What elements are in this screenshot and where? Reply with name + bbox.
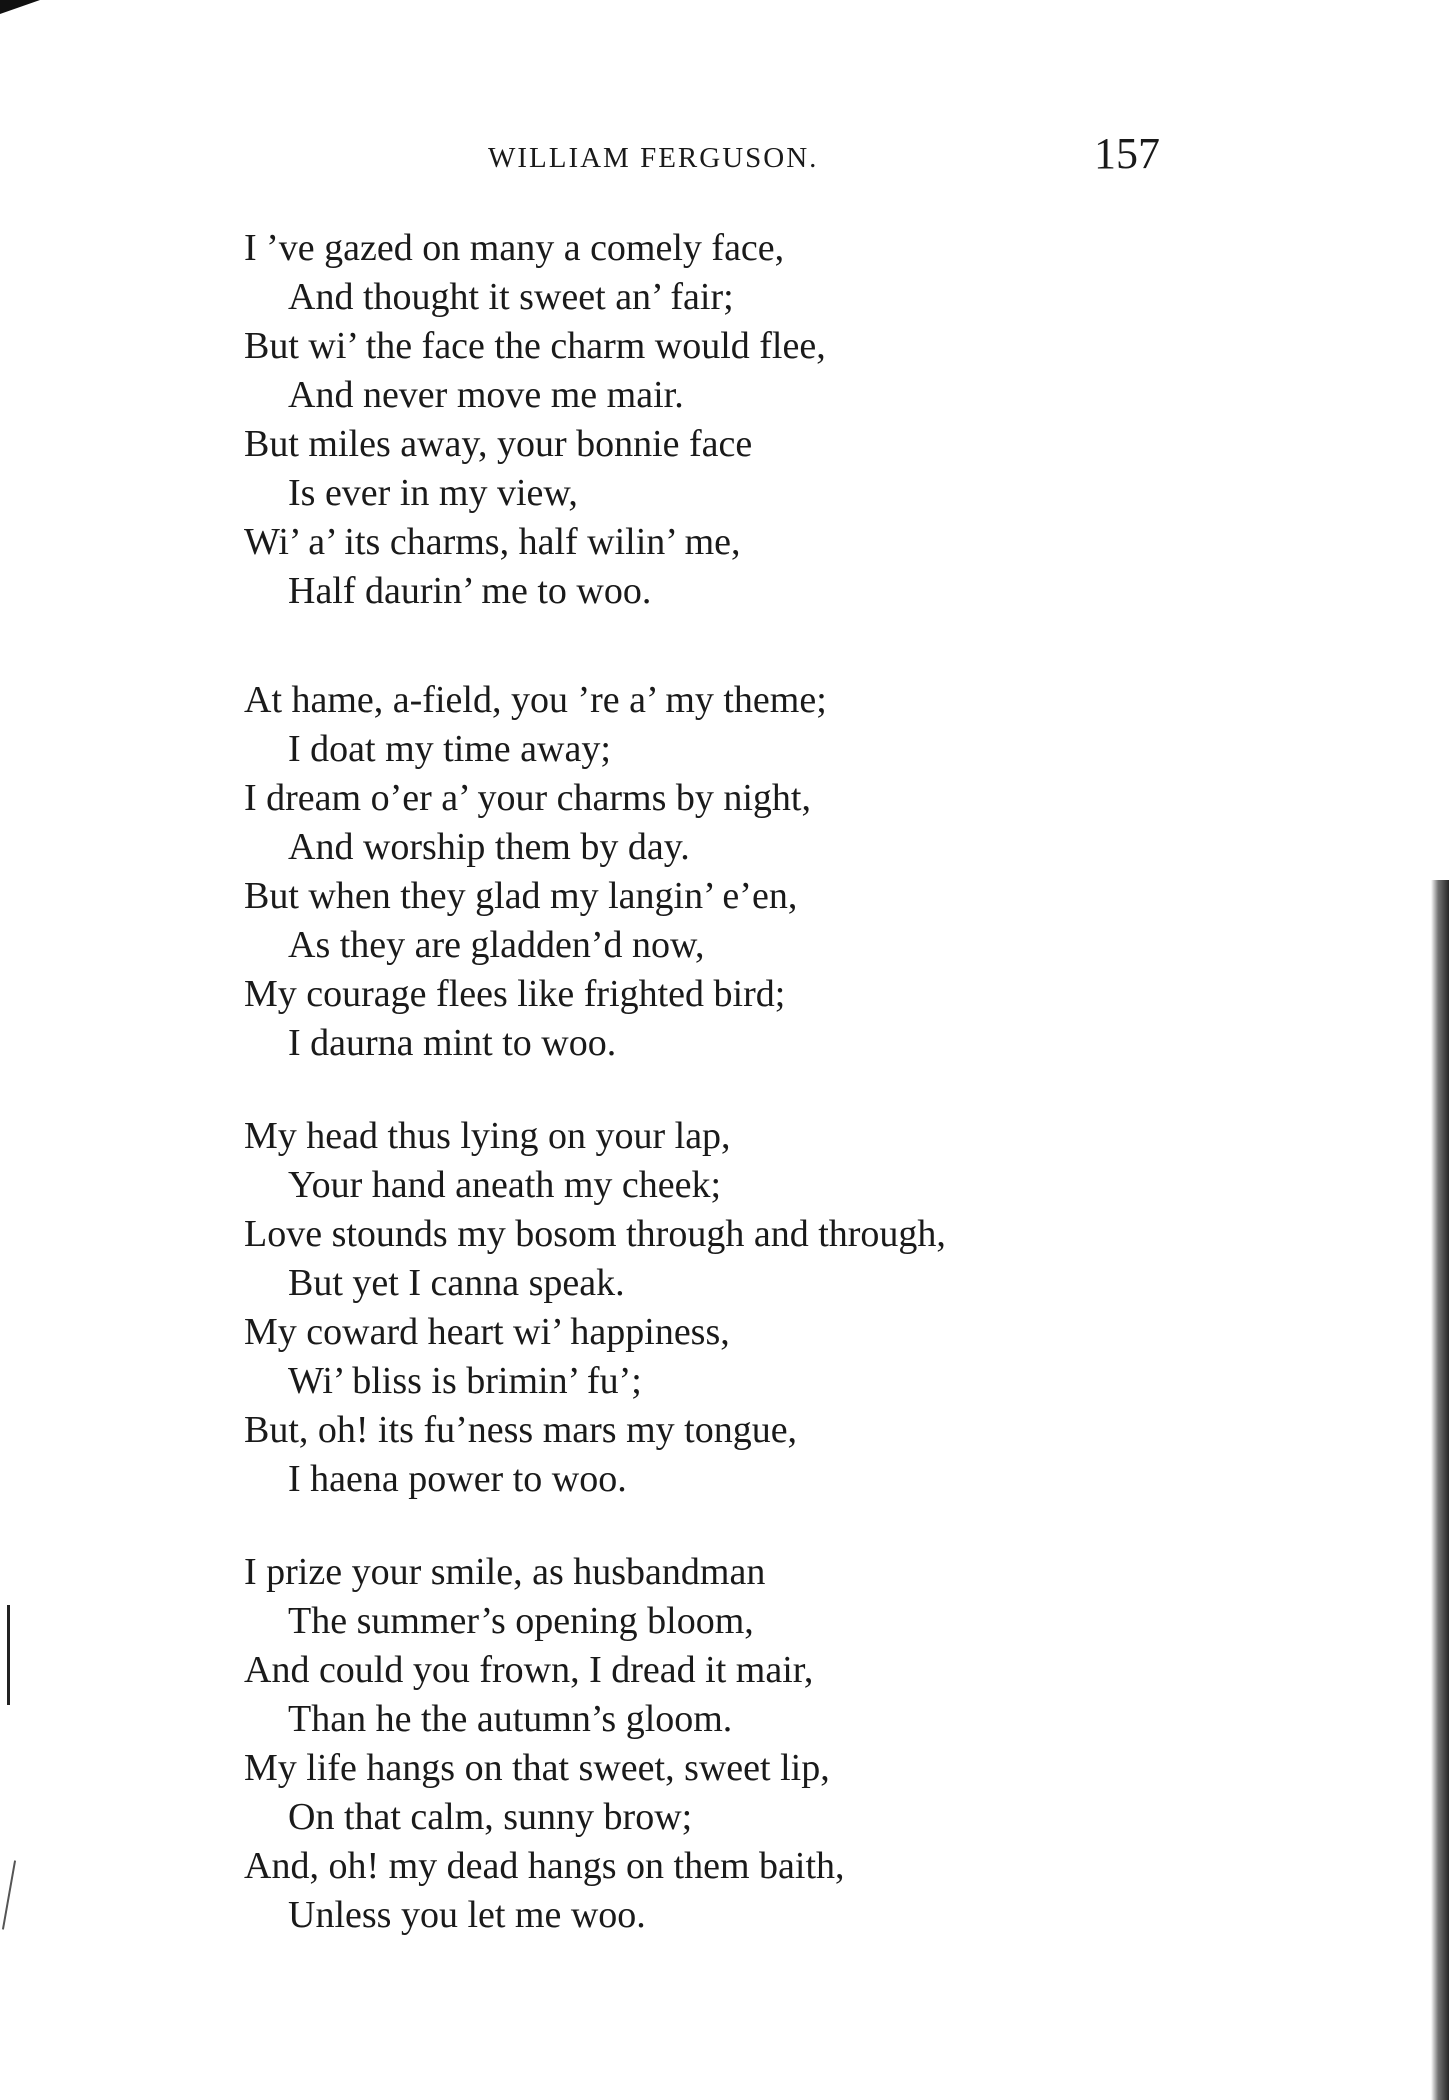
- poem-line: And thought it sweet an’ fair;: [288, 276, 734, 318]
- poem-line: I daurna mint to woo.: [288, 1022, 617, 1064]
- scan-corner-mark: [0, 0, 40, 14]
- poem-line: Love stounds my bosom through and through,: [244, 1213, 946, 1255]
- page-header: [0, 128, 1449, 188]
- scan-edge-mark: [7, 1605, 10, 1705]
- poem-line: My head thus lying on your lap,: [244, 1115, 731, 1157]
- page-edge-shadow: [1431, 880, 1449, 2100]
- running-head: WILLIAM FERGUSON.: [488, 142, 819, 174]
- poem-line: But miles away, your bonnie face: [244, 423, 753, 465]
- poem-line: I prize your smile, as husbandman: [244, 1551, 766, 1593]
- poem-line: My courage flees like frighted bird;: [244, 973, 786, 1015]
- poem-line: But wi’ the face the charm would flee,: [244, 325, 826, 367]
- poem-line: On that calm, sunny brow;: [288, 1796, 693, 1838]
- poem-line: At hame, a-field, you ’re a’ my theme;: [244, 679, 827, 721]
- poem-line: I doat my time away;: [288, 728, 611, 770]
- stanza-4: [244, 1548, 1244, 1940]
- stanza-3: [244, 1112, 1244, 1504]
- poem-line: My coward heart wi’ happiness,: [244, 1311, 730, 1353]
- poem-line: Wi’ bliss is brimin’ fu’;: [288, 1360, 642, 1402]
- poem-line: And worship them by day.: [288, 826, 690, 868]
- poem-line: And could you frown, I dread it mair,: [244, 1649, 814, 1691]
- poem-line: I dream o’er a’ your charms by night,: [244, 777, 811, 819]
- poem-line: But, oh! its fu’ness mars my tongue,: [244, 1409, 798, 1451]
- poem-line: I ’ve gazed on many a comely face,: [244, 227, 785, 269]
- stanza-1: [244, 224, 1244, 616]
- poem-line: And, oh! my dead hangs on them baith,: [244, 1845, 845, 1887]
- poem-line: Unless you let me woo.: [288, 1894, 646, 1936]
- poem-line: I haena power to woo.: [288, 1458, 627, 1500]
- poem-line: The summer’s opening bloom,: [288, 1600, 754, 1642]
- poem-line: Your hand aneath my cheek;: [288, 1164, 722, 1206]
- poem-line: Wi’ a’ its charms, half wilin’ me,: [244, 521, 741, 563]
- poem-line: But when they glad my langin’ e’en,: [244, 875, 798, 917]
- poem-line: As they are gladden’d now,: [288, 924, 705, 966]
- poem-line: But yet I canna speak.: [288, 1262, 625, 1304]
- scan-edge-mark: [2, 1860, 16, 1929]
- page-number: 157: [1094, 129, 1160, 178]
- poem-line: Is ever in my view,: [288, 472, 578, 514]
- stanza-2: [244, 676, 1244, 1068]
- poem-line: Half daurin’ me to woo.: [288, 570, 652, 612]
- poem-line: My life hangs on that sweet, sweet lip,: [244, 1747, 830, 1789]
- poem-line: And never move me mair.: [288, 374, 684, 416]
- poem-line: Than he the autumn’s gloom.: [288, 1698, 733, 1740]
- poem: [244, 224, 1244, 1984]
